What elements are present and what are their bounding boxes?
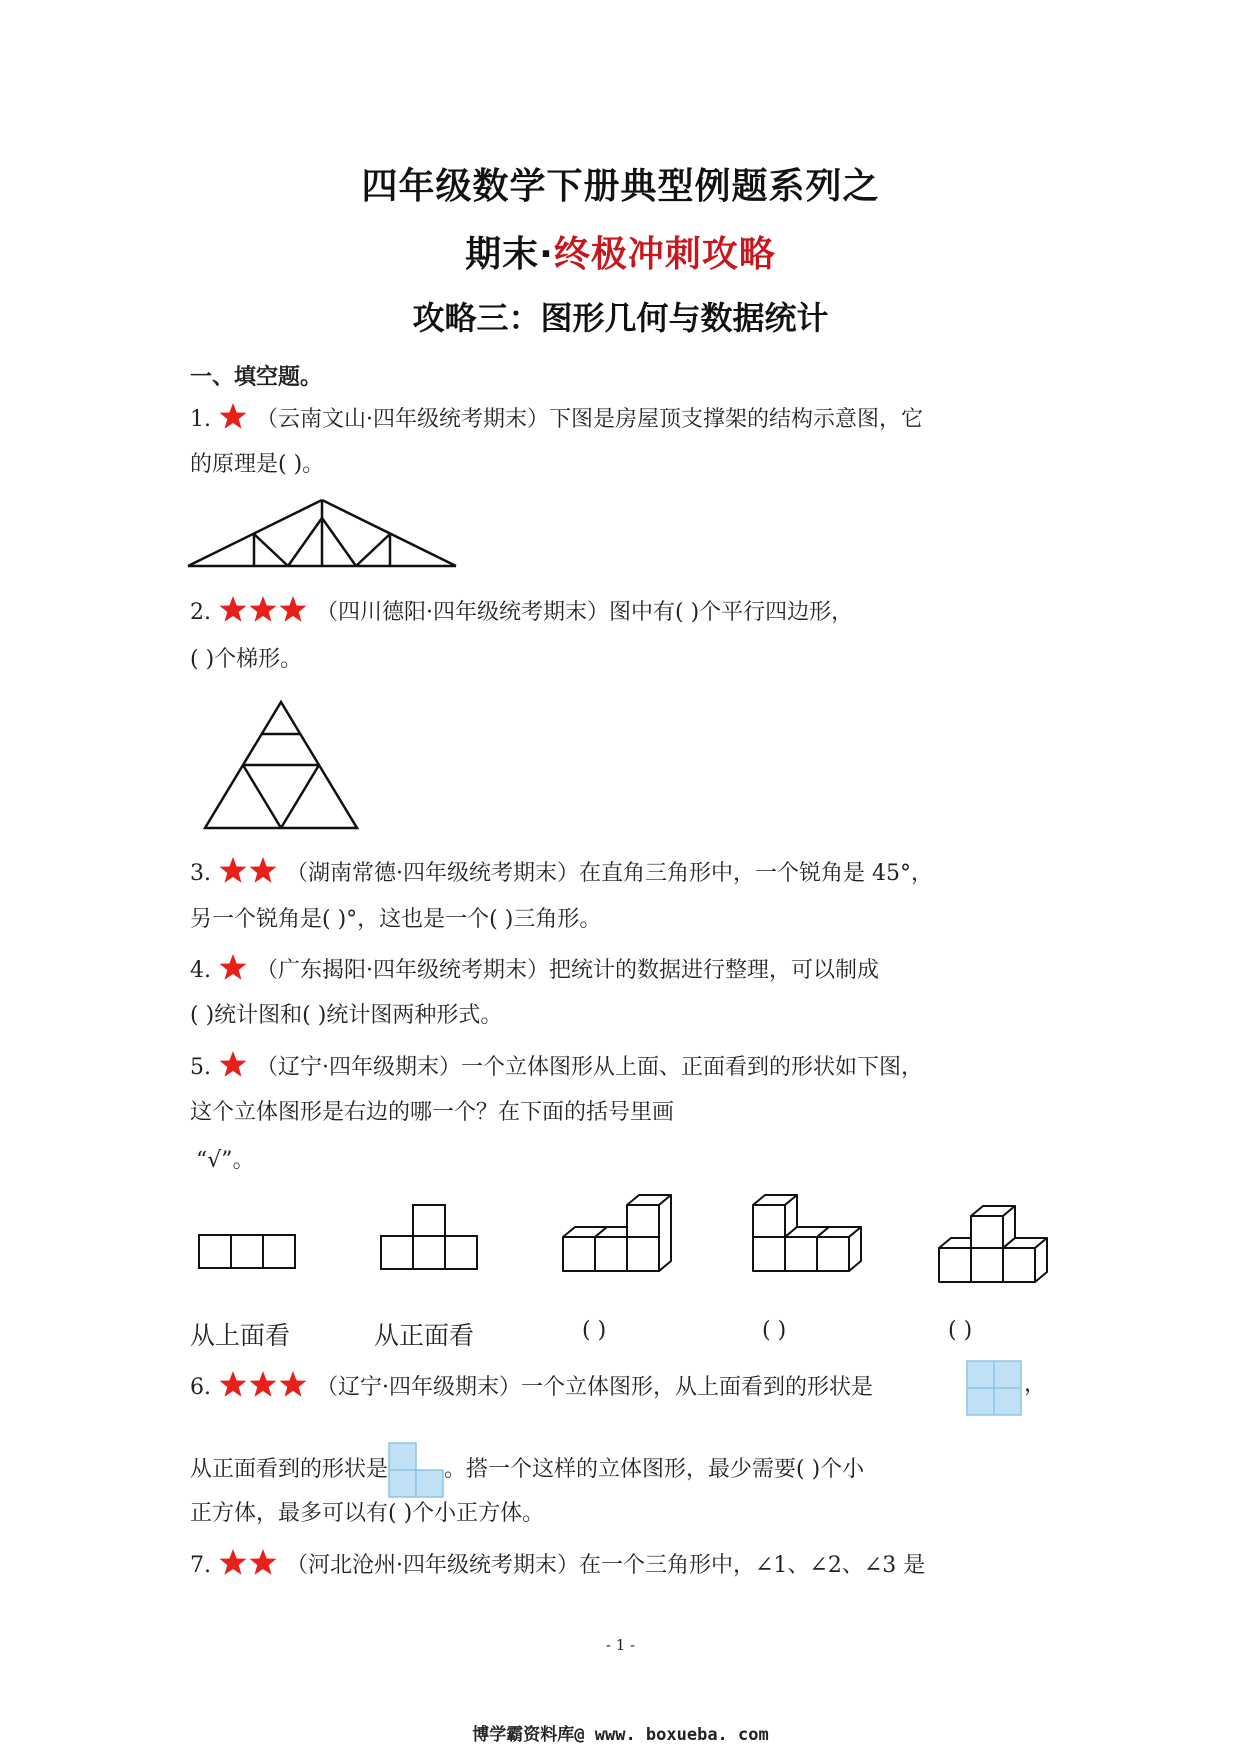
question-6-comma: ， [1024,1372,1047,1397]
question-text: （四川德阳·四年级统考期末）图中有( )个平行四边形， [316,600,854,625]
roof-truss-figure [186,498,458,570]
question-6 [190,1370,873,1403]
question-number: 1. [190,407,211,432]
footer-watermark: 博学霸资料库@ www. boxueba. com [472,1725,769,1745]
question-number: 5. [190,1055,211,1080]
front-view-grid-icon [388,1442,444,1498]
answer-paren-b[interactable]: ( ) [762,1318,787,1343]
question-2 [190,595,853,628]
star-icon [218,402,248,430]
question-2-line2: ( )个梯形。 [190,647,303,672]
two-stars-icon [218,1548,278,1576]
triangle-figure [203,700,359,832]
question-number: 7. [190,1553,211,1578]
question-5-line2: 这个立体图形是右边的哪一个？在下面的括号里画 [190,1100,675,1125]
three-stars-icon [218,595,308,623]
question-7 [190,1548,925,1581]
option-b-figure [752,1193,866,1277]
question-text: （湖南常德·四年级统考期末）在直角三角形中，一个锐角是 45°， [286,861,933,886]
question-text: （河北沧州·四年级统考期末）在一个三角形中，∠1、∠2、∠3 是 [286,1553,926,1578]
question-5 [190,1050,923,1083]
question-number: 4. [190,958,211,983]
question-1 [190,402,923,435]
top-view-figure [198,1234,296,1270]
section-heading: 一、填空题。 [190,365,323,390]
question-text: （辽宁·四年级期末）一个立体图形，从上面看到的形状是 [316,1375,873,1400]
question-number: 2. [190,600,211,625]
question-5-line3: “√”。 [196,1148,255,1173]
question-text: （辽宁·四年级期末）一个立体图形从上面、正面看到的形状如下图， [256,1055,923,1080]
question-1-line2: 的原理是( )。 [190,452,325,477]
question-text: 从正面看到的形状是 [190,1457,389,1482]
question-6-line3: 正方体，最多可以有( )个小正方体。 [190,1501,545,1526]
option-c-figure [938,1204,1052,1288]
caption-top-view: 从上面看 [190,1321,291,1350]
caption-front-view: 从正面看 [374,1321,475,1350]
subtitle-highlight: 终极冲刺攻略 [553,234,776,275]
doc-subtitle [0,226,1241,277]
question-text: （广东揭阳·四年级统考期末）把统计的数据进行整理，可以制成 [256,958,879,983]
star-icon [218,1050,248,1078]
option-a-figure [562,1193,676,1277]
top-view-grid-icon [966,1360,1022,1416]
question-6-line2 [190,1442,864,1498]
star-icon [218,953,248,981]
question-number: 6. [190,1375,211,1400]
question-text: 。搭一个这样的立体图形，最少需要( )个小 [444,1457,865,1482]
answer-paren-a[interactable]: ( ) [582,1318,607,1343]
doc-title: 四年级数学下册典型例题系列之 [361,166,880,207]
page-number: - 1 - [605,1636,636,1654]
question-3 [190,856,933,889]
two-stars-icon [218,856,278,884]
three-stars-icon [218,1370,308,1398]
section-title: 攻略三：图形几何与数据统计 [412,299,829,337]
subtitle-prefix: 期末· [465,234,554,275]
question-text: （云南文山·四年级统考期末）下图是房屋顶支撑架的结构示意图，它 [256,407,923,432]
front-view-figure [380,1204,478,1270]
question-4-line2: ( )统计图和( )统计图两种形式。 [190,1003,503,1028]
question-number: 3. [190,861,211,886]
question-3-line2: 另一个锐角是( )°，这也是一个( )三角形。 [190,907,602,932]
answer-paren-c[interactable]: ( ) [948,1318,973,1343]
question-4 [190,953,879,986]
